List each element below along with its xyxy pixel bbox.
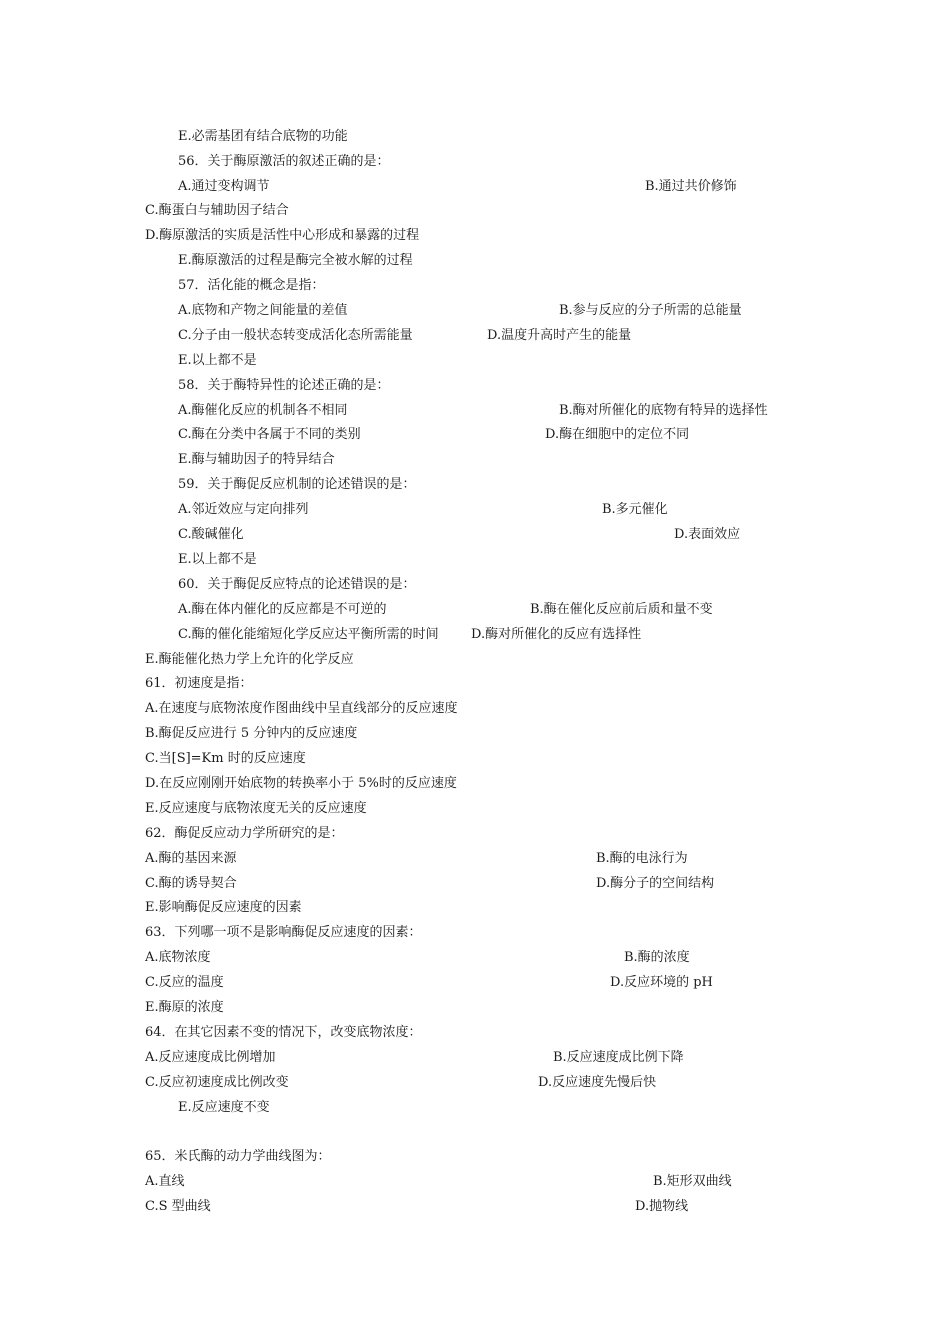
q65-option-d: D.抛物线 [635,1199,689,1214]
q64-stem: 64．在其它因素不变的情况下，改变底物浓度： [145,1025,422,1040]
q55-option-e: E.必需基团有结合底物的功能 [178,129,348,144]
q63-option-c: C.反应的温度 [145,975,224,990]
q56-stem: 56．关于酶原激活的叙述正确的是： [178,154,390,169]
q56-option-a: A.通过变构调节 [178,179,270,194]
q62-option-d: D.酶分子的空间结构 [596,876,715,891]
q57-stem: 57．活化能的概念是指： [178,278,325,293]
q56-option-b: B.通过共价修饰 [645,179,737,194]
q61-option-a: A.在速度与底物浓度作图曲线中呈直线部分的反应速度 [145,701,458,716]
q58-option-a: A.酶催化反应的机制各不相同 [178,403,348,418]
q61-option-b: B.酶促反应进行 5 分钟内的反应速度 [145,726,358,741]
q65-stem: 65．米氏酶的动力学曲线图为： [145,1149,331,1164]
q65-option-a: A.直线 [145,1174,185,1189]
q59-option-d: D.表面效应 [674,527,741,542]
q59-option-b: B.多元催化 [602,502,668,517]
q57-option-e: E.以上都不是 [178,353,257,368]
q60-option-e: E.酶能催化热力学上允许的化学反应 [145,652,354,667]
q64-option-a: A.反应速度成比例增加 [145,1050,276,1065]
q60-option-a: A.酶在体内催化的反应都是不可逆的 [178,602,387,617]
q64-option-b: B.反应速度成比例下降 [553,1050,684,1065]
q57-option-a: A.底物和产物之间能量的差值 [178,303,348,318]
q61-option-c: C.当[S]=Km 时的反应速度 [145,751,306,766]
q63-option-e: E.酶原的浓度 [145,1000,224,1015]
q56-option-c: C.酶蛋白与辅助因子结合 [145,203,289,218]
q61-option-d: D.在反应刚刚开始底物的转换率小于 5%时的反应速度 [145,776,457,791]
q63-stem: 63．下列哪一项不是影响酶促反应速度的因素： [145,925,422,940]
q62-option-e: E.影响酶促反应速度的因素 [145,900,302,915]
q60-option-d: D.酶对所催化的反应有选择性 [471,627,642,642]
q59-option-c: C.酸碱催化 [178,527,244,542]
q64-option-d: D.反应速度先慢后快 [538,1075,657,1090]
q65-option-c: C.S 型曲线 [145,1199,211,1214]
q64-option-c: C.反应初速度成比例改变 [145,1075,289,1090]
q58-option-b: B.酶对所催化的底物有特异的选择性 [559,403,768,418]
q65-option-b: B.矩形双曲线 [653,1174,732,1189]
q56-option-d: D.酶原激活的实质是活性中心形成和暴露的过程 [145,228,420,243]
q60-stem: 60．关于酶促反应特点的论述错误的是： [178,577,416,592]
q60-option-c: C.酶的催化能缩短化学反应达平衡所需的时间 [178,627,439,642]
q61-stem: 61．初速度是指： [145,676,253,691]
q63-option-a: A.底物浓度 [145,950,211,965]
q57-option-b: B.参与反应的分子所需的总能量 [559,303,742,318]
q62-option-b: B.酶的电泳行为 [596,851,688,866]
q63-option-b: B.酶的浓度 [624,950,690,965]
q61-option-e: E.反应速度与底物浓度无关的反应速度 [145,801,367,816]
q58-stem: 58．关于酶特异性的论述正确的是： [178,378,390,393]
q62-option-c: C.酶的诱导契合 [145,876,237,891]
q63-option-d: D.反应环境的 pH [610,975,713,990]
q59-option-a: A.邻近效应与定向排列 [178,502,309,517]
q58-option-d: D.酶在细胞中的定位不同 [545,427,690,442]
q57-option-c: C.分子由一般状态转变成活化态所需能量 [178,328,413,343]
q60-option-b: B.酶在催化反应前后质和量不变 [530,602,713,617]
q62-option-a: A.酶的基因来源 [145,851,237,866]
q57-option-d: D.温度升高时产生的能量 [487,328,632,343]
q62-stem: 62．酶促反应动力学所研究的是： [145,826,344,841]
q56-option-e: E.酶原激活的过程是酶完全被水解的过程 [178,253,413,268]
q58-option-e: E.酶与辅助因子的特异结合 [178,452,335,467]
q64-option-e: E.反应速度不变 [178,1100,270,1115]
q59-option-e: E.以上都不是 [178,552,257,567]
q59-stem: 59．关于酶促反应机制的论述错误的是： [178,477,416,492]
q58-option-c: C.酶在分类中各属于不同的类别 [178,427,361,442]
